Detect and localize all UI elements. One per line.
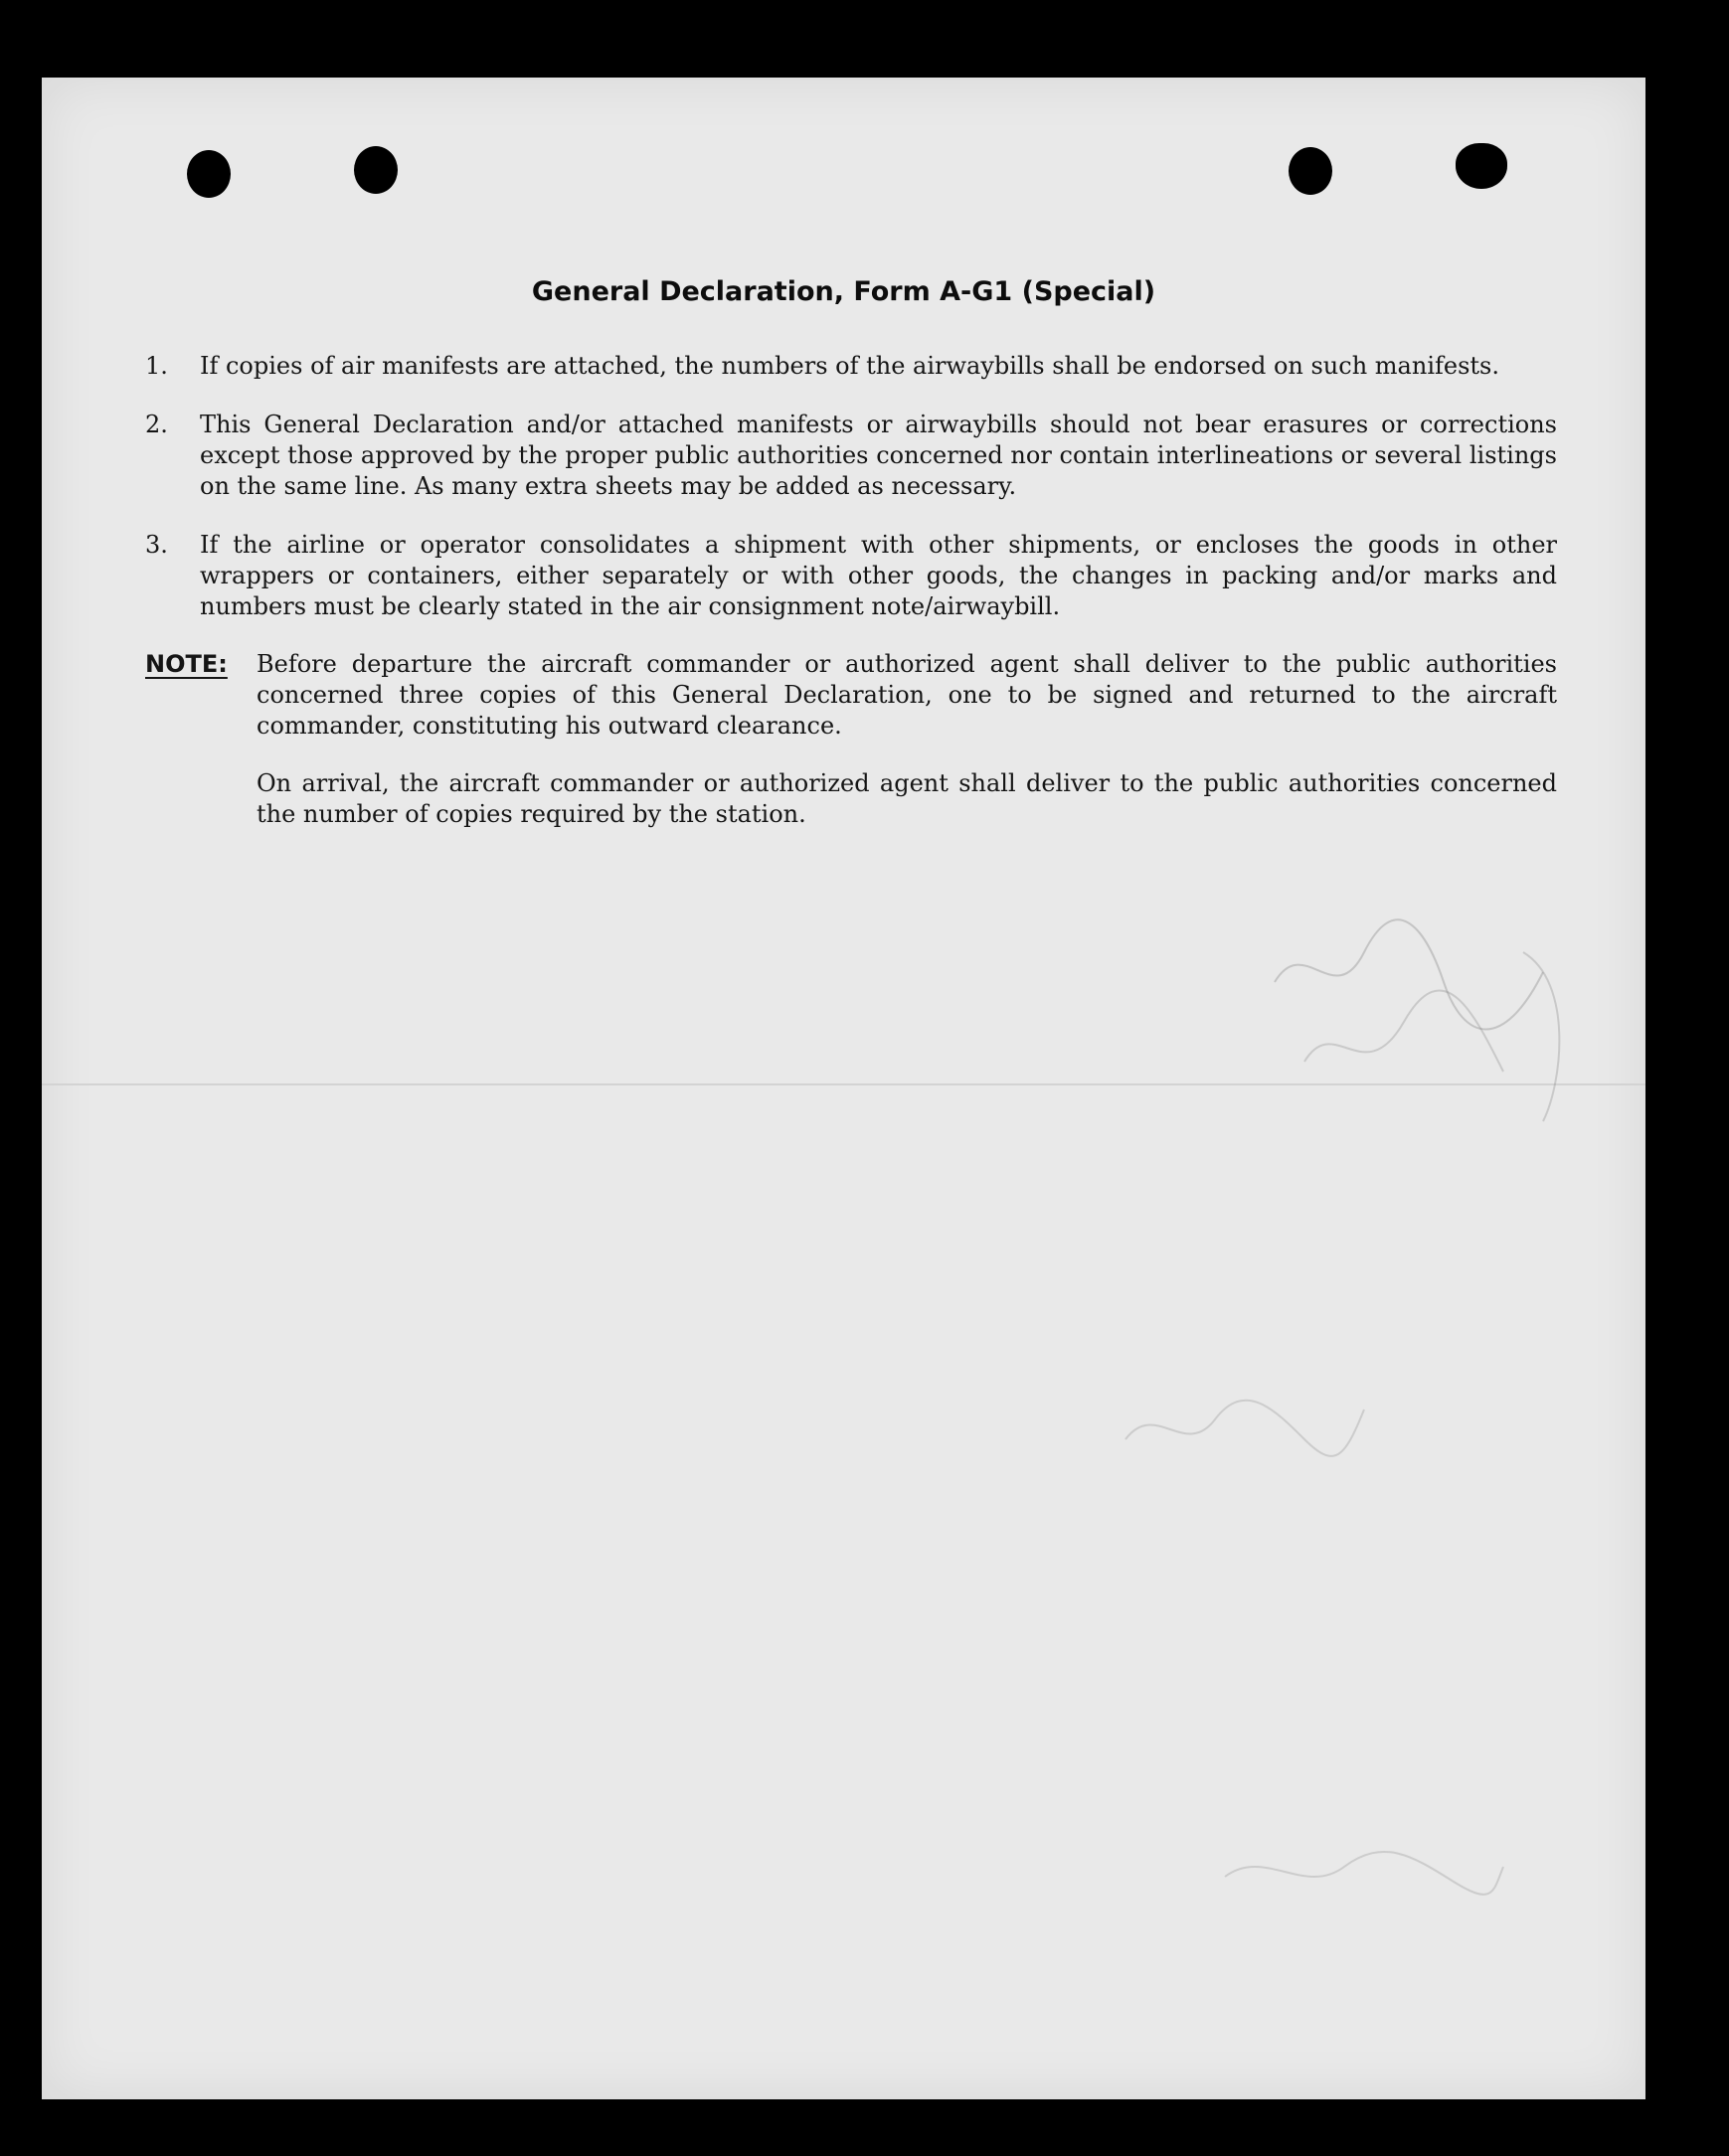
note-block xyxy=(145,649,1557,742)
list-item xyxy=(145,410,1557,502)
item-number: 2. xyxy=(145,411,168,438)
bleed-through-scribble xyxy=(1215,1837,1513,1907)
item-text: This General Declaration and/or attached manifests or airwaybills should not bear erasures or corrections except those approved by the proper public authorities concerned nor contain interlineations or several listings on the same line. As many extra sheets may be added as necessary. xyxy=(200,411,1557,500)
bleed-through-signature xyxy=(1245,863,1603,1161)
document-page xyxy=(42,78,1645,2099)
item-number: 3. xyxy=(145,531,168,559)
item-text: If copies of air manifests are attached, the numbers of the airwaybills shall be endorsed on such manifests. xyxy=(200,352,1499,380)
note-paragraph: Before departure the aircraft commander or authorized agent shall deliver to the public authorities concerned three copies of this General Declaration, one to be signed and returned to the aircraft commander, constituting his outward clearance. xyxy=(257,650,1557,740)
list-item xyxy=(145,351,1557,382)
list-item xyxy=(145,530,1557,622)
punch-hole xyxy=(1289,147,1332,195)
item-text: If the airline or operator consolidates a shipment with other shipments, or encloses the goods in other wrappers or containers, either separately or with other goods, the changes in packing and/or marks and numbers must be clearly stated in the air consignment note/airwaybill. xyxy=(200,531,1557,620)
bleed-through-scribble xyxy=(1116,1390,1374,1469)
note-paragraph: On arrival, the aircraft commander or authorized agent shall deliver to the public authorities concerned the number of copies required by the station. xyxy=(257,769,1557,828)
punch-hole xyxy=(187,150,231,198)
punch-hole xyxy=(1456,143,1507,189)
note-label: NOTE: xyxy=(145,650,228,678)
item-number: 1. xyxy=(145,352,168,380)
punch-hole xyxy=(354,146,398,194)
page-title: General Declaration, Form A-G1 (Special) xyxy=(531,276,1156,307)
fold-crease xyxy=(42,1083,1645,1085)
